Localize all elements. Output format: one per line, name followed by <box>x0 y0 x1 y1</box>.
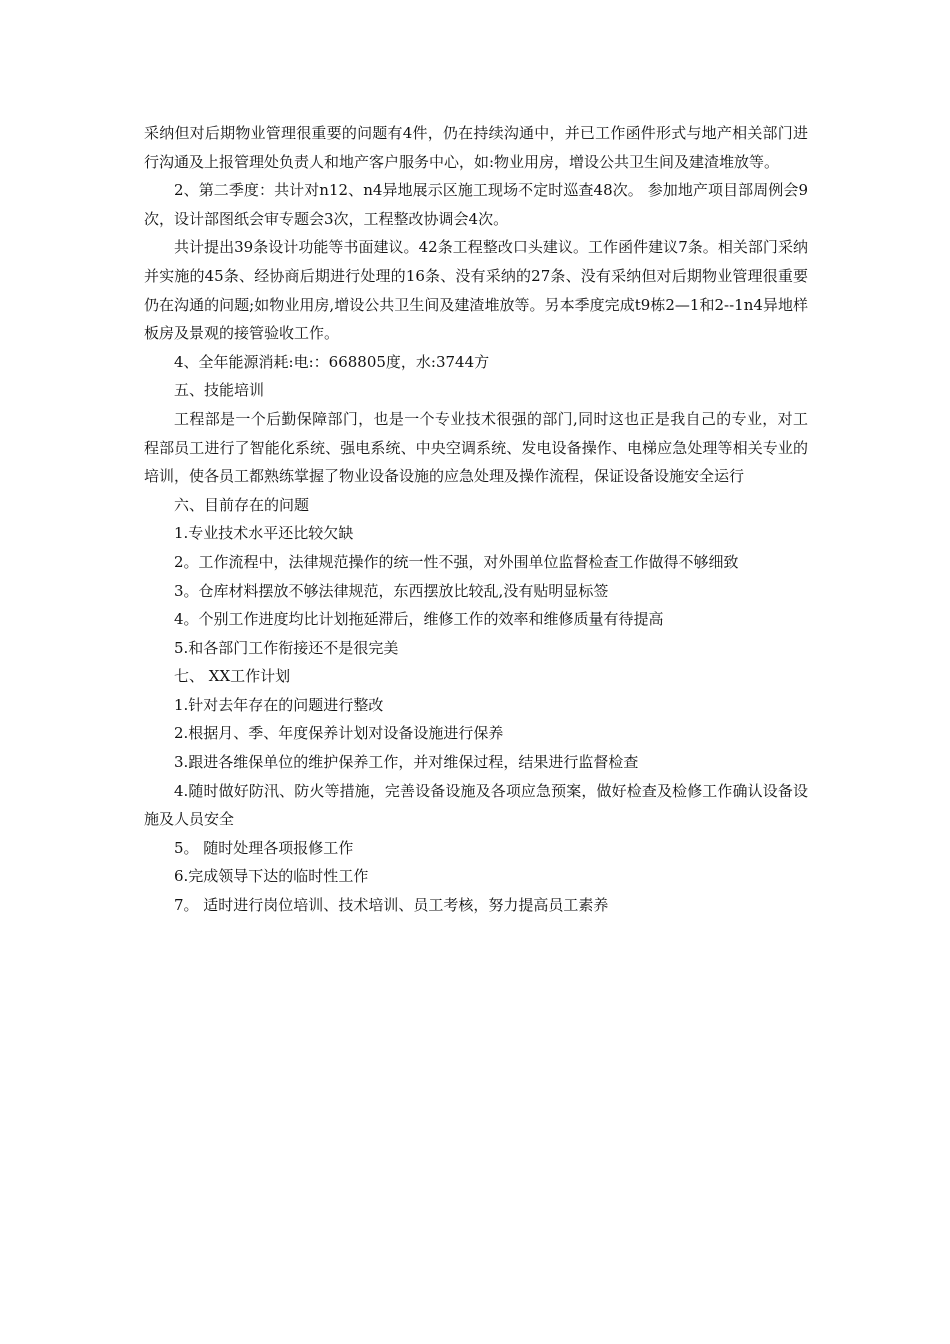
list-item-plan-6: 6.完成领导下达的临时性工作 <box>174 867 369 886</box>
list-item-plan-7: 7。 适时进行岗位培训、技术培训、员工考核，努力提高员工素养 <box>174 896 609 915</box>
section-heading-problems: 六、目前存在的问题 <box>174 495 310 514</box>
paragraph-suggestions: 共计提出39条设计功能等书面建议。42条工程整改口头建议。工作函件建议7条。相关部门采纳并实施的45条、经协商后期进行处理的16条、没有采纳的27条、没有采纳但对后期物业管理很重要仍在沟通的问题;如物业用房,增设公共卫生间及建渣堆放等。另本季度完成t9栋2—1和2--1n4异地样板房及景观的接管验收工作。 <box>144 238 808 343</box>
paragraph-continuation: 采纳但对后期物业管理很重要的问题有4件，仍在持续沟通中，并已工作函件形式与地产相关部门进行沟通及上报管理处负责人和地产客户服务中心，如:物业用房，增设公共卫生间及建渣堆放等。 <box>144 124 808 171</box>
section-heading-training: 五、技能培训 <box>174 381 265 400</box>
list-item-problem-2: 2。工作流程中，法律规范操作的统一性不强，对外围单位监督检查工作做得不够细致 <box>174 552 739 571</box>
list-item-plan-5: 5。 随时处理各项报修工作 <box>174 838 354 857</box>
list-item-plan-2: 2.根据月、季、年度保养计划对设备设施进行保养 <box>174 724 504 743</box>
list-item-plan-1: 1.针对去年存在的问题进行整改 <box>174 695 384 714</box>
paragraph-q2-summary: 2、第二季度：共计对n12、n4异地展示区施工现场不定时巡查48次。 参加地产项目部周例会9次，设计部图纸会审专题会3次，工程整改协调会4次。 <box>144 181 808 228</box>
document-body <box>144 119 808 920</box>
list-item-problem-1: 1.专业技术水平还比较欠缺 <box>174 524 354 543</box>
list-item-problem-4: 4。个别工作进度均比计划拖延滞后，维修工作的效率和维修质量有待提高 <box>174 610 664 629</box>
list-item-problem-5: 5.和各部门工作衔接还不是很完美 <box>174 638 399 657</box>
section-heading-plan: 七、 XX工作计划 <box>174 667 291 686</box>
list-item-plan-4: 4.随时做好防汛、防火等措施，完善设备设施及各项应急预案，做好检查及检修工作确认设备设施及人员安全 <box>144 781 808 829</box>
list-item-problem-3: 3。仓库材料摆放不够法律规范，东西摆放比较乱,没有贴明显标签 <box>174 581 609 600</box>
list-item-plan-3: 3.跟进各维保单位的维护保养工作，并对维保过程，结果进行监督检查 <box>174 753 639 772</box>
paragraph-energy: 4、全年能源消耗:电:：668805度，水:3744方 <box>174 352 490 371</box>
paragraph-training: 工程部是一个后勤保障部门，也是一个专业技术很强的部门,同时这也正是我自己的专业，对工程部员工进行了智能化系统、强电系统、中央空调系统、发电设备操作、电梯应急处理等相关专业的培训，使各员工都熟练掌握了物业设备设施的应急处理及操作流程，保证设备设施安全运行 <box>144 409 808 486</box>
